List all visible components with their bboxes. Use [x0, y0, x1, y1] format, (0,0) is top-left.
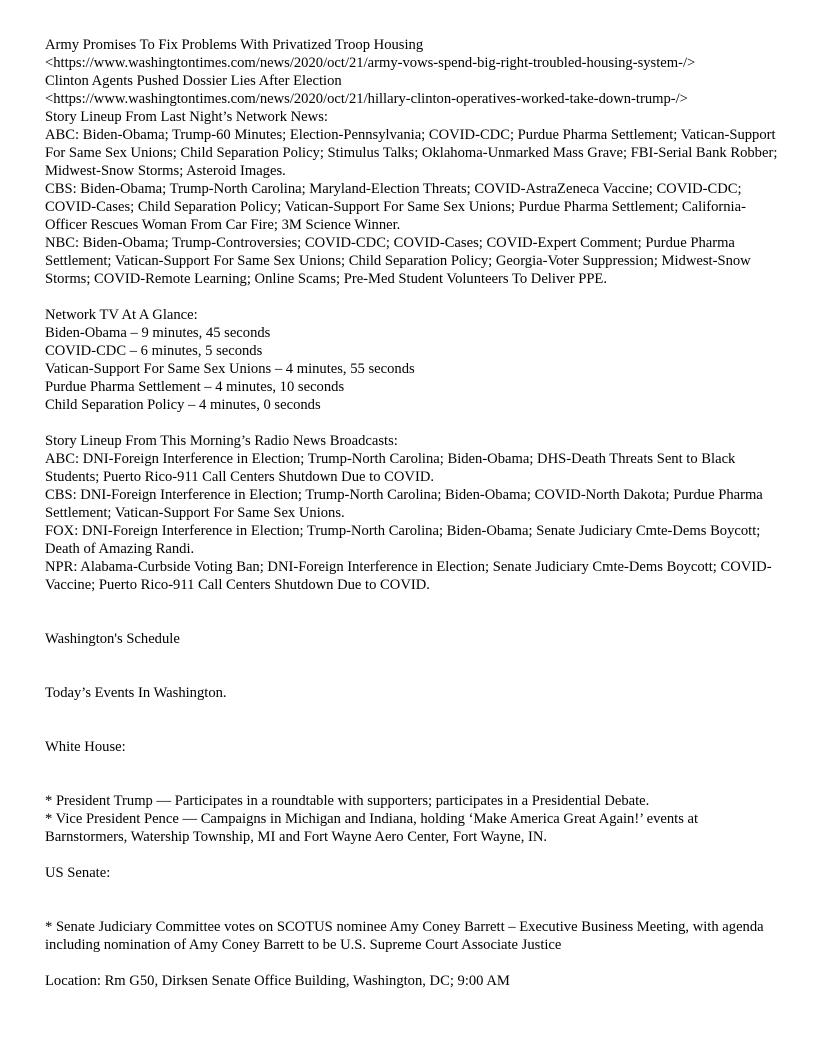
document-page [45, 36, 780, 990]
headline-clinton-dossier: Clinton Agents Pushed Dossier Lies After Election [45, 73, 342, 89]
white-house-item-pence: * Vice President Pence — Campaigns in Michigan and Indiana, holding ‘Make America Great Again!’ events at Barnstormers, Watership Township, MI and Fort Wayne Aero Center, Fort Wayne, IN. [45, 811, 699, 845]
radio-lineup-npr: NPR: Alabama-Curbside Voting Ban; DNI-Foreign Interference in Election; Senate Judiciary Cmte-Dems Boycott; COVID-Vaccine; Puerto Rico-911 Call Centers Shutdown Due to COVID. [45, 559, 772, 593]
glance-item: Biden-Obama – 9 minutes, 45 seconds [45, 325, 271, 341]
senate-location: Location: Rm G50, Dirksen Senate Office Building, Washington, DC; 9:00 AM [45, 973, 510, 989]
schedule-subtitle: Today’s Events In Washington. [45, 685, 227, 701]
senate-item-judiciary: * Senate Judiciary Committee votes on SCOTUS nominee Amy Coney Barrett – Executive Business Meeting, with agenda including nomination of Amy Coney Barrett to be U.S. Supreme Court Associate Justice [45, 919, 764, 953]
tv-lineup-abc: ABC: Biden-Obama; Trump-60 Minutes; Election-Pennsylvania; COVID-CDC; Purdue Pharma Settlement; Vatican-Support For Same Sex Unions; Child Separation Policy; Stimulus Talks; Oklahoma-Unmarked Mass Grave; FBI-Serial Bank Robber; Midwest-Snow Storms; Asteroid Images. [45, 127, 778, 179]
headline-clinton-dossier-url: <https://www.washingtontimes.com/news/2020/oct/21/hillary-clinton-operatives-worked-take-down-trump-/> [45, 91, 688, 107]
tv-lineup-heading: Story Lineup From Last Night’s Network News: [45, 109, 328, 125]
radio-lineup-heading: Story Lineup From This Morning’s Radio News Broadcasts: [45, 433, 398, 449]
senate-heading: US Senate: [45, 865, 111, 881]
glance-item: Purdue Pharma Settlement – 4 minutes, 10 seconds [45, 379, 345, 395]
radio-lineup-fox: FOX: DNI-Foreign Interference in Election; Trump-North Carolina; Biden-Obama; Senate Judiciary Cmte-Dems Boycott; Death of Amazing Randi. [45, 523, 761, 557]
glance-item: Child Separation Policy – 4 minutes, 0 seconds [45, 397, 321, 413]
tv-lineup-cbs: CBS: Biden-Obama; Trump-North Carolina; Maryland-Election Threats; COVID-AstraZeneca Vaccine; COVID-CDC; COVID-Cases; Child Separation Policy; Vatican-Support For Same Sex Unions; Purdue Pharma Settlement; California-Officer Rescues Woman From Car Fire; 3M Science Winner. [45, 181, 746, 233]
glance-heading: Network TV At A Glance: [45, 307, 198, 323]
glance-item: COVID-CDC – 6 minutes, 5 seconds [45, 343, 263, 359]
radio-lineup-cbs: CBS: DNI-Foreign Interference in Election; Trump-North Carolina; Biden-Obama; COVID-North Dakota; Purdue Pharma Settlement; Vatican-Support For Same Sex Unions. [45, 487, 763, 521]
glance-item: Vatican-Support For Same Sex Unions – 4 minutes, 55 seconds [45, 361, 415, 377]
schedule-title: Washington's Schedule [45, 631, 180, 647]
white-house-heading: White House: [45, 739, 126, 755]
headline-army-housing: Army Promises To Fix Problems With Privatized Troop Housing [45, 37, 424, 53]
radio-lineup-abc: ABC: DNI-Foreign Interference in Election; Trump-North Carolina; Biden-Obama; DHS-Death Threats Sent to Black Students; Puerto Rico-911 Call Centers Shutdown Due to COVID. [45, 451, 736, 485]
headline-army-housing-url: <https://www.washingtontimes.com/news/2020/oct/21/army-vows-spend-big-right-troubled-housing-system-/> [45, 55, 696, 71]
tv-lineup-nbc: NBC: Biden-Obama; Trump-Controversies; COVID-CDC; COVID-Cases; COVID-Expert Comment; Purdue Pharma Settlement; Vatican-Support For Same Sex Unions; Child Separation Policy; Georgia-Voter Suppression; Midwest-Snow Storms; COVID-Remote Learning; Online Scams; Pre-Med Student Volunteers To Deliver PPE. [45, 235, 751, 287]
white-house-item-trump: * President Trump — Participates in a roundtable with supporters; participates in a Presidential Debate. [45, 793, 650, 809]
